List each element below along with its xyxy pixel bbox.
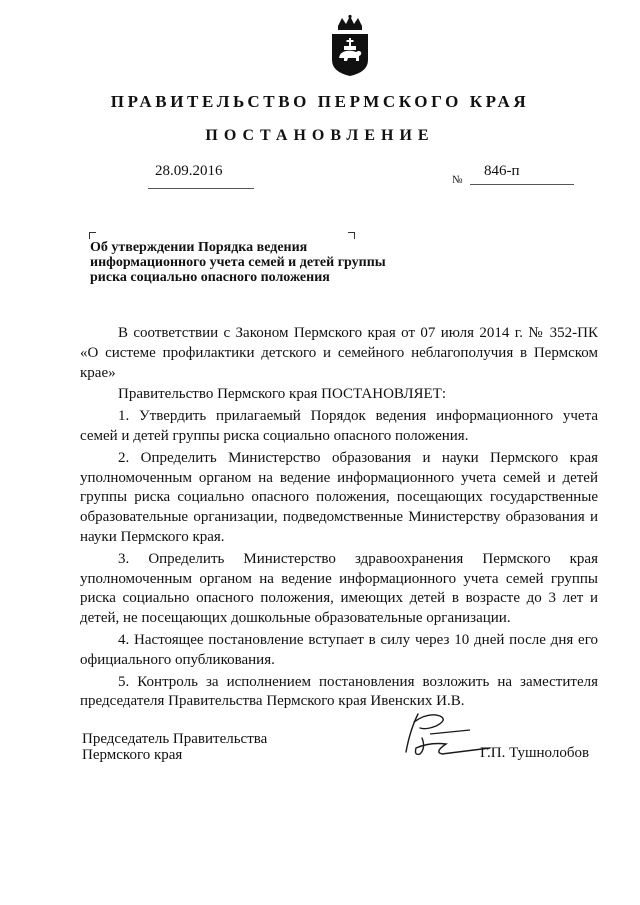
- signer-position: [82, 731, 267, 763]
- subject-bracket-left: [89, 232, 96, 239]
- body-paragraph: В соответствии с Законом Пермского края от 07 июля 2014 г. № 352-ПК «О системе профилактики детского и семейного неблагополучия в Пермском крае»: [80, 325, 598, 381]
- body-paragraph: 4. Настоящее постановление вступает в силу через 10 дней после дня его официального опубликования.: [80, 631, 598, 668]
- body-paragraph: 3. Определить Министерство здравоохранения Пермского края уполномоченным органом на ведение информационного учета семей группы риска социально опасного положения, имеющих детей в возрасте до 3 лет и детей, не посещающих дошкольные образовательные организации.: [80, 550, 598, 627]
- document-subject: Об утверждении Порядка ведения информационного учета семей и детей группы риска социально опасного положения: [90, 240, 386, 285]
- perm-krai-coat-of-arms-icon: [328, 14, 372, 78]
- body-paragraph: 2. Определить Министерство образования и науки Пермского края уполномоченным органом на ведение информационного учета семей и детей группы риска социально опасного положения, посещающих государственные образовательные организации, подведомственные Министерству образования и науки Пермского края.: [80, 449, 598, 545]
- document-date: 28.09.2016: [155, 163, 223, 179]
- number-sign: №: [452, 174, 463, 186]
- body-paragraph: 1. Утвердить прилагаемый Порядок ведения информационного учета семей и детей группы риска социально опасного положения.: [80, 408, 598, 444]
- body-paragraph: Правительство Пермского края ПОСТАНОВЛЯЕТ:: [118, 386, 447, 403]
- date-underline: [148, 188, 254, 189]
- subject-bracket-right: [348, 232, 355, 239]
- signer-position-line: Пермского края: [82, 747, 183, 763]
- document-body: [80, 324, 598, 714]
- number-underline: [470, 184, 574, 185]
- document-number: 846-п: [484, 163, 520, 179]
- signer-name: Г.П. Тушнолобов: [480, 745, 590, 761]
- government-title: ПРАВИТЕЛЬСТВО ПЕРМСКОГО КРАЯ: [110, 92, 530, 111]
- body-paragraph: 5. Контроль за исполнением постановления возложить на заместителя председателя Правительства Пермского края Ивенских И.В.: [80, 673, 598, 710]
- signer-position-line: Председатель Правительства: [82, 731, 268, 747]
- handwritten-signature-icon: [400, 708, 492, 762]
- document-type-title: ПОСТАНОВЛЕНИЕ: [205, 127, 435, 144]
